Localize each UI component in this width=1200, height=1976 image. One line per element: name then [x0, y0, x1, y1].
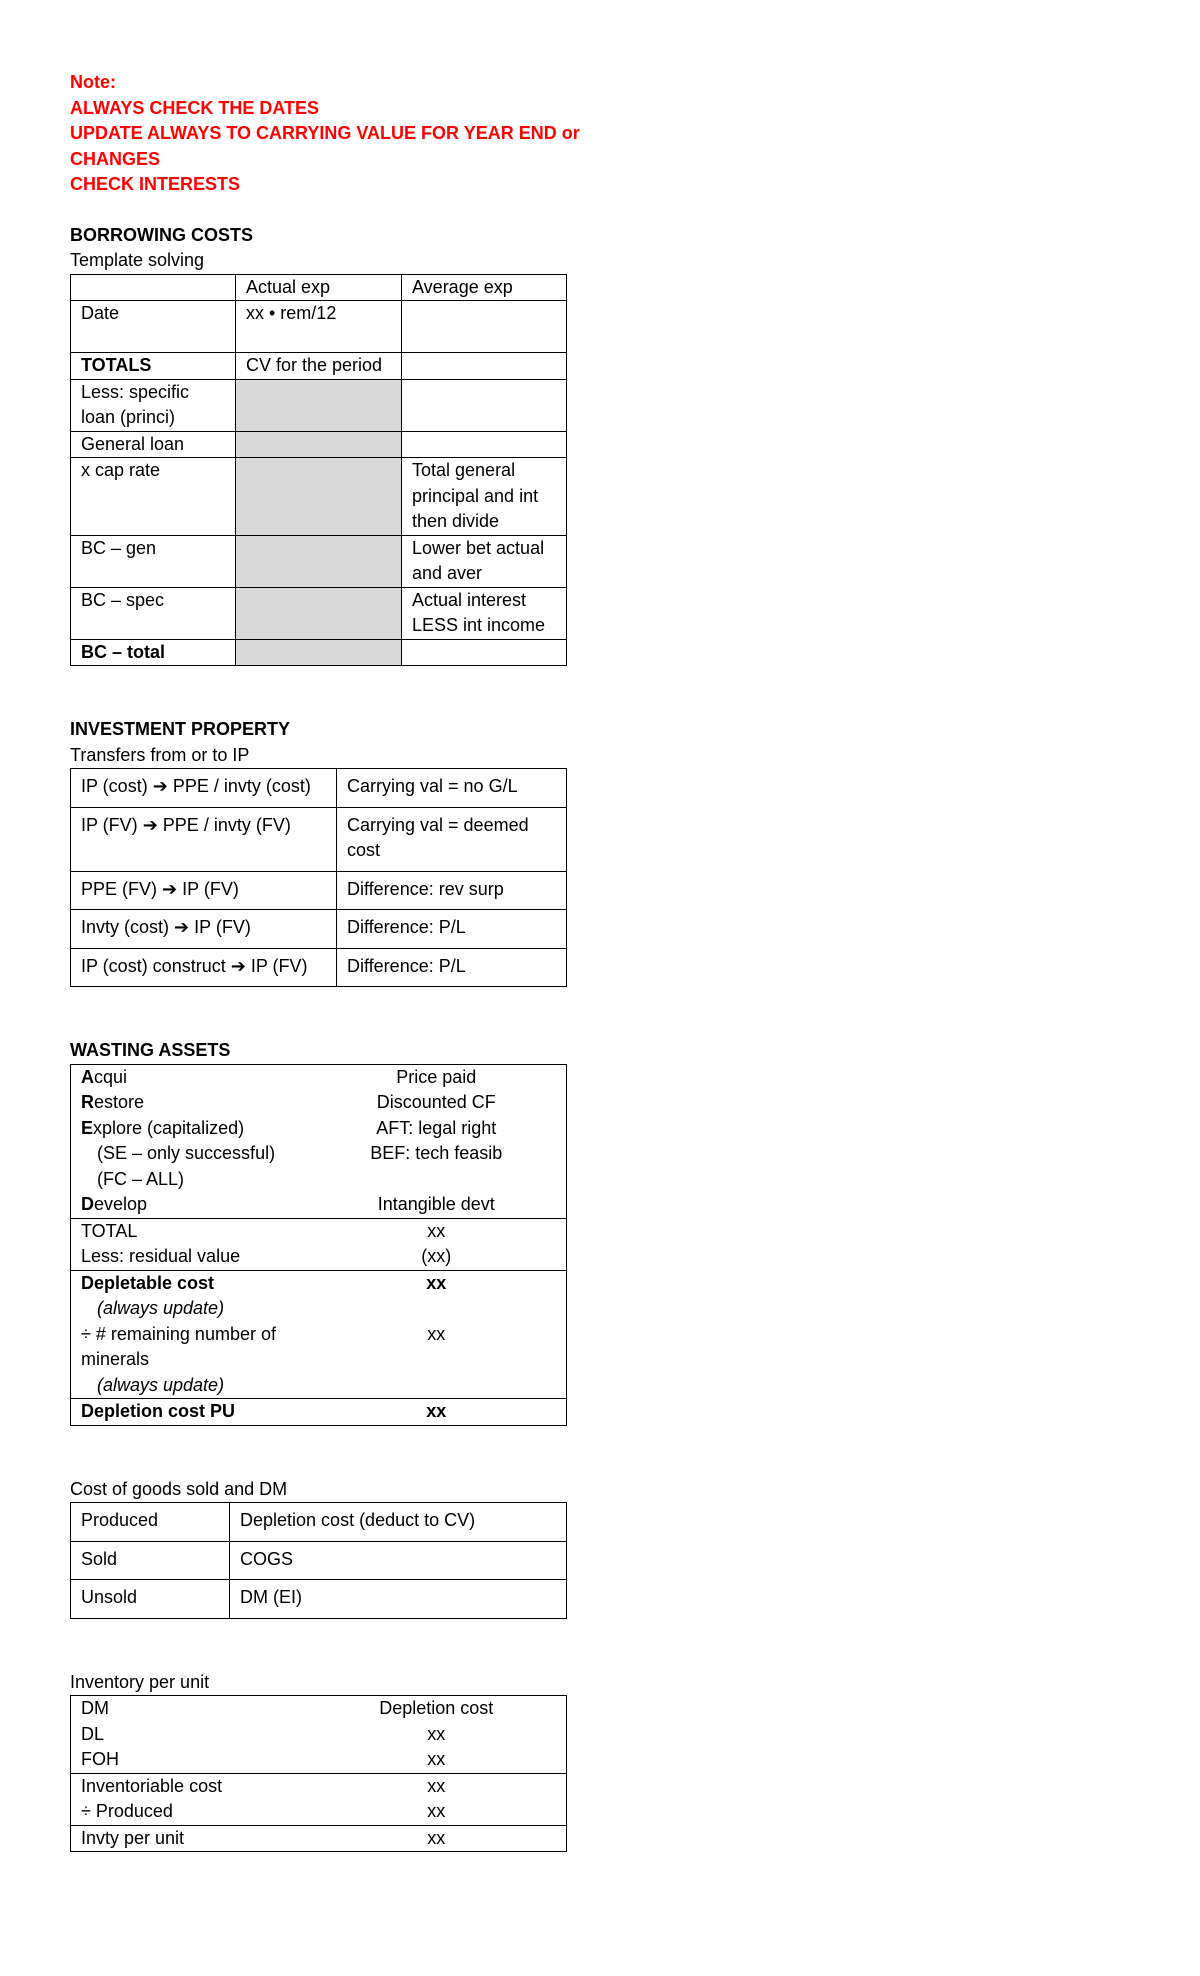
borrowing-costs-table	[70, 274, 567, 667]
arrow-right-icon: ➔	[142, 814, 158, 835]
inventory-title: Inventory per unit	[70, 1671, 210, 1692]
table-cell: Actual interest LESS int income	[402, 587, 567, 639]
table-cell: BC – total	[71, 639, 236, 666]
table-cell	[236, 379, 402, 431]
table-cell: IP (FV) ➔ PPE / invty (FV)	[71, 807, 337, 871]
inventory-table	[70, 1695, 567, 1852]
table-cell: Price paid	[307, 1064, 567, 1090]
table-cell	[71, 274, 236, 301]
table-cell	[236, 431, 402, 458]
table-row	[71, 353, 567, 380]
investment-property-subtitle: Transfers from or to IP	[70, 744, 250, 765]
table-row	[71, 1825, 567, 1852]
table-cell: Inventoriable cost	[71, 1773, 307, 1799]
table-row	[71, 1722, 567, 1748]
table-cell: TOTAL	[71, 1218, 307, 1244]
table-row	[71, 1270, 567, 1296]
note-line: CHECK INTERESTS	[70, 174, 241, 194]
table-row	[71, 379, 567, 431]
table-cell: xx	[307, 1270, 567, 1296]
table-cell: xx	[307, 1773, 567, 1799]
table-cell: Sold	[71, 1541, 230, 1580]
table-row	[71, 1580, 567, 1619]
table-cell: Difference: rev surp	[337, 871, 567, 910]
table-cell: (always update)	[71, 1296, 307, 1322]
table-row	[71, 1373, 567, 1399]
table-cell: Actual exp	[236, 274, 402, 301]
table-cell: Depletable cost	[71, 1270, 307, 1296]
table-row	[71, 639, 567, 666]
table-cell: xx	[307, 1747, 567, 1773]
table-cell: BC – spec	[71, 587, 236, 639]
table-cell: Carrying val = deemed cost	[337, 807, 567, 871]
arrow-right-icon: ➔	[174, 917, 190, 937]
table-row	[71, 807, 567, 871]
table-cell: ÷ Produced	[71, 1799, 307, 1825]
wasting-assets-table	[70, 1064, 567, 1426]
table-row	[71, 871, 567, 910]
table-row	[71, 1696, 567, 1722]
table-cell	[307, 1373, 567, 1399]
table-cell: (SE – only successful)	[71, 1141, 307, 1167]
note-block	[70, 70, 610, 198]
table-cell: IP (cost) ➔ PPE / invty (cost)	[71, 769, 337, 808]
note-line: CHANGES	[70, 148, 161, 169]
table-cell: Date	[71, 301, 236, 353]
table-row	[71, 301, 567, 353]
arrow-right-icon: ➔	[152, 776, 168, 796]
table-cell: Less: specific loan (princi)	[71, 379, 236, 431]
table-cell	[402, 431, 567, 458]
table-cell: General loan	[71, 431, 236, 458]
table-cell: Intangible devt	[307, 1192, 567, 1218]
table-cell: DM	[71, 1696, 307, 1722]
table-cell	[402, 639, 567, 666]
table-cell: Depletion cost (deduct to CV)	[230, 1503, 567, 1542]
table-cell: Less: residual value	[71, 1244, 307, 1270]
table-row	[71, 431, 567, 458]
wasting-assets-title: WASTING ASSETS	[70, 1040, 231, 1060]
table-cell: Develop	[71, 1192, 307, 1218]
table-cell: AFT: legal right	[307, 1116, 567, 1142]
table-row	[71, 1773, 567, 1799]
table-cell: Invty per unit	[71, 1825, 307, 1852]
table-cell: Acqui	[71, 1064, 307, 1090]
table-cell	[236, 458, 402, 536]
table-cell	[236, 639, 402, 666]
table-cell: BEF: tech feasib	[307, 1141, 567, 1167]
table-cell: Average exp	[402, 274, 567, 301]
investment-property-title: INVESTMENT PROPERTY	[70, 719, 291, 739]
table-cell	[402, 301, 567, 353]
table-cell: Discounted CF	[307, 1090, 567, 1116]
table-row	[71, 1399, 567, 1426]
table-cell: Total general principal and int then divide	[402, 458, 567, 536]
table-row	[71, 1244, 567, 1270]
table-cell: xx	[307, 1799, 567, 1825]
table-cell: Unsold	[71, 1580, 230, 1619]
table-cell: Restore	[71, 1090, 307, 1116]
table-row	[71, 1322, 567, 1373]
table-row	[71, 1799, 567, 1825]
document-page	[70, 70, 610, 1852]
table-cell: FOH	[71, 1747, 307, 1773]
table-row	[71, 1541, 567, 1580]
table-cell: Explore (capitalized)	[71, 1116, 307, 1142]
table-cell: xx	[307, 1825, 567, 1852]
table-cell: CV for the period	[236, 353, 402, 380]
table-cell: Depletion cost PU	[71, 1399, 307, 1426]
investment-property-table	[70, 768, 567, 987]
table-row	[71, 1141, 567, 1167]
table-row	[71, 1192, 567, 1218]
table-cell: Depletion cost	[307, 1696, 567, 1722]
table-cell: BC – gen	[71, 535, 236, 587]
arrow-right-icon: ➔	[230, 955, 246, 976]
table-cell: DM (EI)	[230, 1580, 567, 1619]
table-row	[71, 1090, 567, 1116]
table-cell: Carrying val = no G/L	[337, 769, 567, 808]
table-row	[71, 1064, 567, 1090]
table-cell: xx	[307, 1218, 567, 1244]
table-cell: Difference: P/L	[337, 910, 567, 949]
table-cell: (always update)	[71, 1373, 307, 1399]
table-cell	[236, 535, 402, 587]
table-row	[71, 948, 567, 987]
table-cell: IP (cost) construct ➔ IP (FV)	[71, 948, 337, 987]
table-cell: xx	[307, 1722, 567, 1748]
cogs-title: Cost of goods sold and DM	[70, 1478, 288, 1499]
table-cell	[307, 1167, 567, 1193]
table-cell: Produced	[71, 1503, 230, 1542]
table-cell	[402, 353, 567, 380]
table-cell: (FC – ALL)	[71, 1167, 307, 1193]
table-cell: Lower bet actual and aver	[402, 535, 567, 587]
note-line: UPDATE ALWAYS TO CARRYING VALUE FOR YEAR END or	[70, 123, 580, 143]
table-row	[71, 1116, 567, 1142]
table-cell: xx • rem/12	[236, 301, 402, 353]
arrow-right-icon: ➔	[162, 878, 178, 899]
borrowing-costs-subtitle: Template solving	[70, 250, 205, 270]
table-row	[71, 769, 567, 808]
table-row	[71, 535, 567, 587]
table-row	[71, 587, 567, 639]
cogs-table	[70, 1502, 567, 1619]
table-cell: Invty (cost) ➔ IP (FV)	[71, 910, 337, 949]
table-cell: DL	[71, 1722, 307, 1748]
table-cell: COGS	[230, 1541, 567, 1580]
table-cell: PPE (FV) ➔ IP (FV)	[71, 871, 337, 910]
table-cell: TOTALS	[71, 353, 236, 380]
table-row	[71, 1747, 567, 1773]
table-row	[71, 1296, 567, 1322]
table-cell	[236, 587, 402, 639]
table-row	[71, 458, 567, 536]
table-cell	[307, 1296, 567, 1322]
table-cell: xx	[307, 1399, 567, 1426]
note-label: Note:	[70, 72, 116, 92]
table-row	[71, 1218, 567, 1244]
table-row	[71, 910, 567, 949]
table-cell: Difference: P/L	[337, 948, 567, 987]
table-cell: ÷ # remaining number of minerals	[71, 1322, 307, 1373]
table-cell	[402, 379, 567, 431]
table-row	[71, 1503, 567, 1542]
table-row	[71, 274, 567, 301]
table-row	[71, 1167, 567, 1193]
note-line: ALWAYS CHECK THE DATES	[70, 97, 320, 118]
table-cell: x cap rate	[71, 458, 236, 536]
table-cell: (xx)	[307, 1244, 567, 1270]
table-cell: xx	[307, 1322, 567, 1373]
borrowing-costs-title: BORROWING COSTS	[70, 224, 253, 245]
